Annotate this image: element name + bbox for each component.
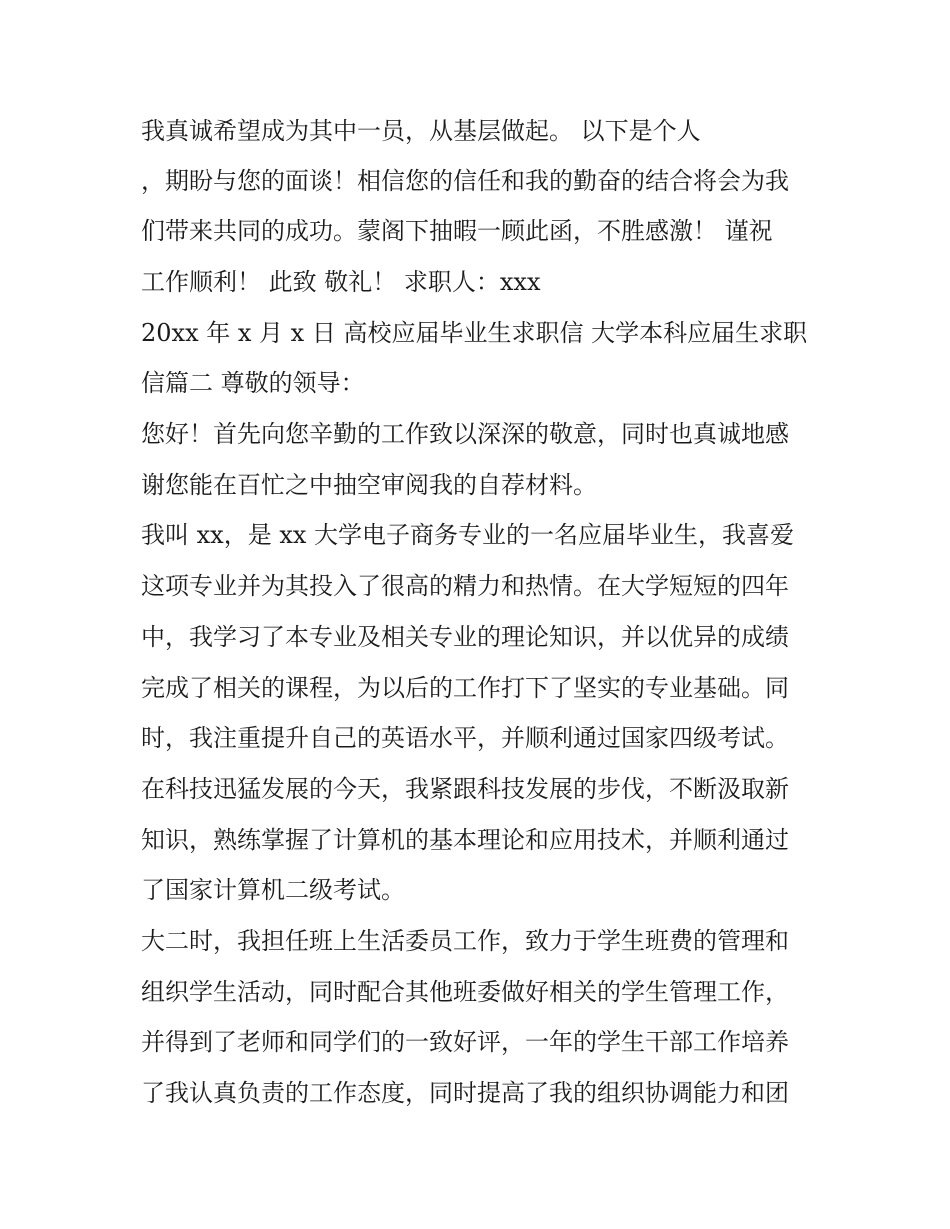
text-line-5: 20xx 年 x 月 x 日 高校应届毕业生求职信 大学本科应届生求职 <box>141 319 808 347</box>
text-line-11: 中，我学习了本专业及相关专业的理论知识，并以优异的成绩 <box>141 623 789 651</box>
text-line-7: 您好！首先向您辛勤的工作致以深深的敬意，同时也真诚地感 <box>141 420 789 448</box>
text-line-15: 知识，熟练掌握了计算机的基本理论和应用技术，并顺利通过 <box>141 826 789 854</box>
text-line-8: 谢您能在百忙之中抽空审阅我的自荐材料。 <box>141 471 597 499</box>
text-line-19: 并得到了老师和同学们的一致好评，一年的学生干部工作培养 <box>141 1028 789 1056</box>
text-line-10: 这项专业并为其投入了很高的精力和热情。在大学短短的四年 <box>141 572 789 600</box>
text-line-18: 组织学生活动，同时配合其他班委做好相关的学生管理工作， <box>141 978 789 1006</box>
text-line-1: 我真诚希望成为其中一员，从基层做起。 以下是个人 <box>141 117 701 145</box>
text-line-9: 我叫 xx，是 xx 大学电子商务专业的一名应届毕业生，我喜爱 <box>141 521 795 549</box>
text-line-16: 了国家计算机二级考试。 <box>141 876 405 904</box>
text-line-14: 在科技迅猛发展的今天，我紧跟科技发展的步伐，不断汲取新 <box>141 775 789 803</box>
text-line-12: 完成了相关的课程，为以后的工作打下了坚实的专业基础。同 <box>141 674 789 702</box>
text-line-20: 了我认真负责的工作态度，同时提高了我的组织协调能力和团 <box>141 1079 789 1107</box>
text-line-17: 大二时，我担任班上生活委员工作，致力于学生班费的管理和 <box>141 927 789 955</box>
text-line-3: 们带来共同的成功。蒙阁下抽暇一顾此函，不胜感激！ 谨祝 <box>141 217 773 245</box>
text-line-13: 时，我注重提升自己的英语水平，并顺利通过国家四级考试。 <box>141 724 789 752</box>
text-line-2: ，期盼与您的面谈！相信您的信任和我的勤奋的结合将会为我 <box>141 167 789 195</box>
text-line-6: 信篇二 尊敬的领导： <box>141 369 365 397</box>
text-line-4: 工作顺利！ 此致 敬礼！ 求职人：xxx <box>141 268 541 296</box>
